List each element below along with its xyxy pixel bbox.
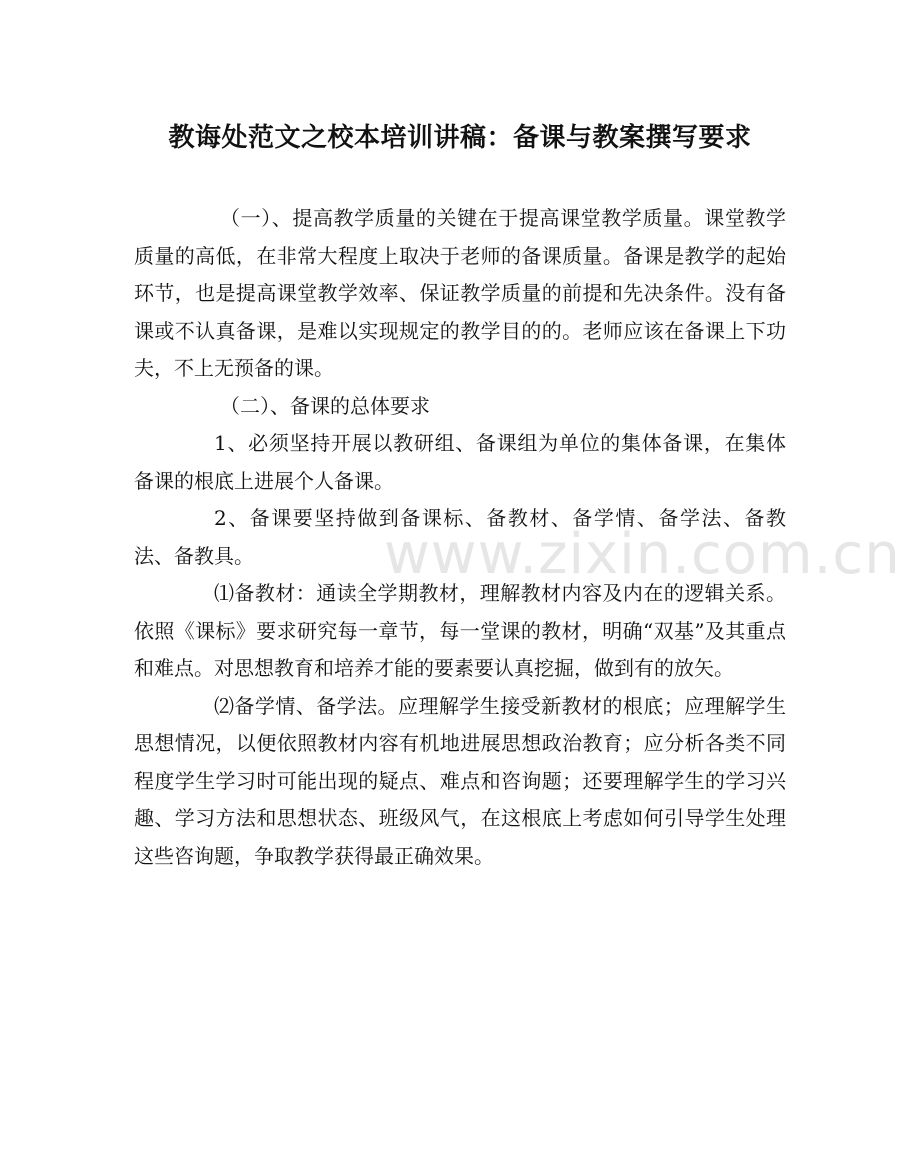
document-body bbox=[134, 200, 786, 875]
paragraph-item-2: 2、备课要坚持做到备课标、备教材、备学情、备学法、备教法、备教具。 bbox=[134, 506, 786, 568]
paragraph-item-1: 1、必须坚持开展以教研组、备课组为单位的集体备课，在集体备课的根底上进展个人备课。 bbox=[134, 431, 786, 493]
page-title: 教诲处范文之校本培训讲稿：备课与教案撰写要求 bbox=[168, 123, 752, 153]
paragraph-intro: （一）、提高教学质量的关键在于提高课堂教学质量。课堂教学质量的高低，在非常大程度上取决于老师的备课质量。备课是教学的起始环节，也是提高课堂教学效率、保证教学质量的前提和先决条件。没有备课或不认真备课，是难以实现规定的教学目的的。老师应该在备课上下功夫，不上无预备的课。 bbox=[134, 206, 786, 380]
paragraph-sub-2: ⑵备学情、备学法。应理解学生接受新教材的根底；应理解学生思想情况，以便依照教材内容有机地进展思想政治教育；应分析各类不同程度学生学习时可能出现的疑点、难点和咨询题；还要理解学生的学习兴趣、学习方法和思想状态、班级风气，在这根底上考虑如何引导学生处理这些咨询题，争取教学获得最正确效果。 bbox=[134, 693, 786, 868]
paragraph-section-heading: （二）、备课的总体要求 bbox=[220, 393, 430, 418]
watermark: www.zixin.com.cn bbox=[384, 522, 901, 587]
paragraph-sub-1: ⑴备教材：通读全学期教材，理解教材内容及内在的逻辑关系。依照《课标》要求研究每一章节，每一堂课的教材，明确“双基”及其重点和难点。对思想教育和培养才能的要素要认真挖掘，做到有的放矢。 bbox=[134, 581, 786, 680]
